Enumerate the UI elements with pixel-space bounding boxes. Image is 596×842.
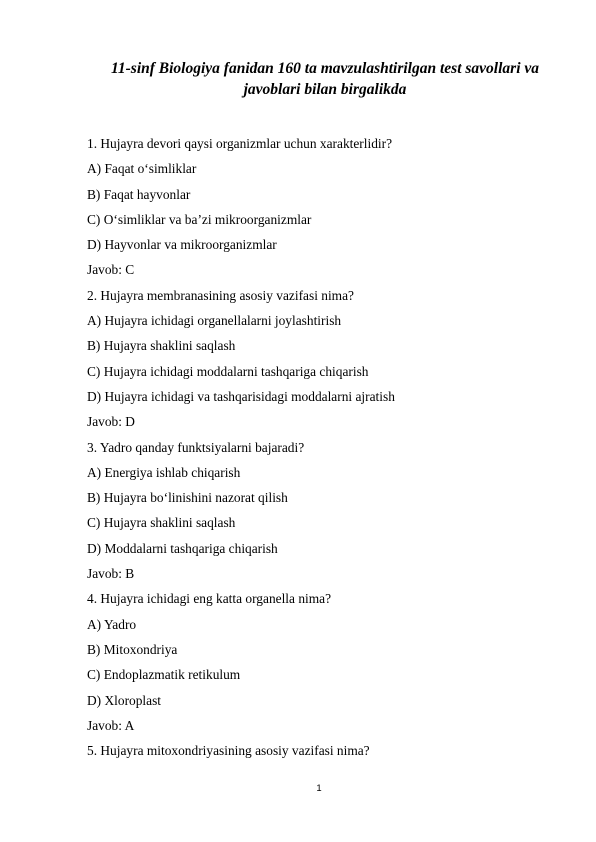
page-number: 1 — [316, 783, 322, 794]
q3-option-c: C) Hujayra shaklini saqlash — [87, 515, 236, 531]
q2-option-a: A) Hujayra ichidagi organellalarni joylashtirish — [87, 313, 342, 329]
question-2: 2. Hujayra membranasining asosiy vazifasi nima? — [87, 287, 354, 303]
q2-answer: Javob: D — [87, 414, 135, 430]
q2-option-b: B) Hujayra shaklini saqlash — [87, 338, 236, 354]
q1-option-b: B) Faqat hayvonlar — [87, 186, 191, 202]
document-title — [60, 58, 590, 100]
question-4: 4. Hujayra ichidagi eng katta organella nima? — [87, 591, 332, 607]
question-1: 1. Hujayra devori qaysi organizmlar uchun xarakterlidir? — [87, 136, 393, 151]
title-line-1: 11-sinf Biologiya fanidan 160 ta mavzulashtirilgan test savollari va — [110, 60, 540, 77]
question-3: 3. Yadro qanday funktsiyalarni bajaradi? — [87, 439, 305, 455]
q4-answer: Javob: A — [87, 717, 135, 733]
q2-option-d: D) Hujayra ichidagi va tashqarisidagi moddalarni ajratish — [87, 388, 395, 404]
q1-answer: Javob: C — [87, 262, 135, 278]
q4-option-a: A) Yadro — [87, 616, 137, 632]
questions-list — [87, 131, 567, 763]
q1-option-d: D) Hayvonlar va mikroorganizmlar — [87, 237, 277, 253]
q1-option-a: A) Faqat o‘simliklar — [87, 161, 197, 177]
q3-option-a: A) Energiya ishlab chiqarish — [87, 464, 241, 480]
q4-option-b: B) Mitoxondriya — [87, 641, 178, 657]
q3-answer: Javob: B — [87, 566, 135, 582]
q4-option-d: D) Xloroplast — [87, 692, 162, 708]
q2-option-c: C) Hujayra ichidagi moddalarni tashqariga chiqarish — [87, 363, 369, 379]
question-5: 5. Hujayra mitoxondriyasining asosiy vazifasi nima? — [87, 743, 370, 759]
q3-option-b: B) Hujayra bo‘linishini nazorat qilish — [87, 490, 288, 506]
q4-option-c: C) Endoplazmatik retikulum — [87, 667, 241, 683]
q1-option-c: C) O‘simliklar va ba’zi mikroorganizmlar — [87, 211, 312, 227]
title-line-2: javoblari bilan birgalikda — [243, 81, 407, 98]
q3-option-d: D) Moddalarni tashqariga chiqarish — [87, 540, 278, 556]
